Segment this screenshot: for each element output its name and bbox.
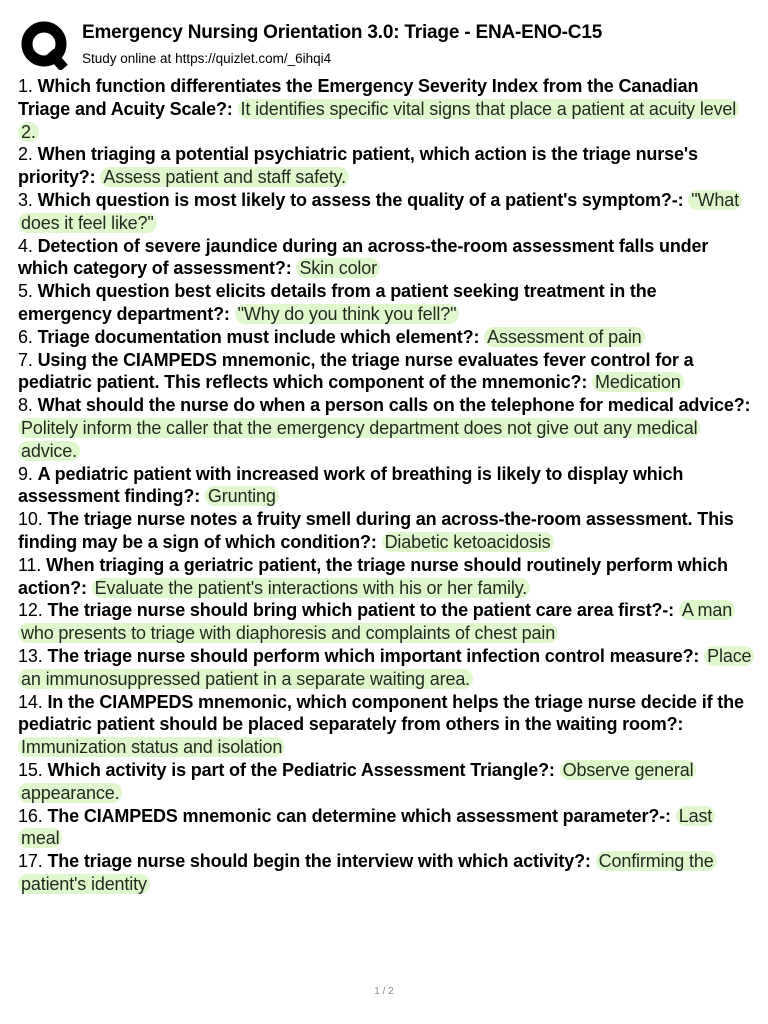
answer-text: "What does it feel like?" bbox=[18, 190, 742, 233]
answer-text: Immunization status and isolation bbox=[18, 737, 285, 757]
question-text: Which function differentiates the Emergency Severity Index from the Canadian Triage and Acuity Scale?: bbox=[18, 76, 699, 119]
answer-text: A man who presents to triage with diaphoresis and complaints of chest pain bbox=[18, 600, 735, 643]
answer-text: Observe general appearance. bbox=[18, 760, 696, 803]
item-number: 16. bbox=[18, 805, 43, 826]
qa-item bbox=[18, 463, 752, 509]
item-number: 17. bbox=[18, 851, 43, 872]
item-number: 12. bbox=[18, 600, 43, 621]
question-text: Which question best elicits details from a patient seeking treatment in the emergency department?: bbox=[18, 281, 657, 324]
item-number: 1. bbox=[18, 76, 33, 96]
question-text: When triaging a geriatric patient, the triage nurse should routinely perform which action?: bbox=[18, 554, 728, 598]
item-number: 5. bbox=[18, 281, 33, 302]
question-text: Detection of severe jaundice during an across-the-room assessment falls under which category of assessment?: bbox=[18, 235, 709, 279]
answer-text: It identifies specific vital signs that place a patient at acuity level 2. bbox=[18, 99, 739, 142]
item-number: 3. bbox=[18, 189, 33, 210]
qa-list bbox=[18, 75, 752, 896]
document-title: Emergency Nursing Orientation 3.0: Triage - ENA-ENO-C15 bbox=[82, 22, 603, 43]
qa-item bbox=[18, 280, 752, 326]
qa-item bbox=[18, 691, 752, 759]
qa-item bbox=[18, 805, 752, 851]
answer-text: Politely inform the caller that the emergency department does not give out any medical advice. bbox=[18, 418, 700, 461]
qa-item bbox=[18, 235, 752, 281]
question-text: When triaging a potential psychiatric patient, which action is the triage nurse's priority?: bbox=[18, 144, 698, 188]
question-text: The triage nurse should begin the interview with which activity?: bbox=[47, 851, 591, 872]
study-online-link[interactable]: Study online at https://quizlet.com/_6ihqi4 bbox=[82, 51, 332, 66]
answer-text: "Why do you think you fell?" bbox=[235, 304, 460, 324]
item-number: 2. bbox=[18, 144, 33, 165]
qa-item bbox=[18, 189, 752, 235]
question-text: The triage nurse notes a fruity smell during an across-the-room assessment. This finding may be a sign of which condition?: bbox=[18, 509, 734, 552]
answer-text: Diabetic ketoacidosis bbox=[382, 532, 554, 552]
item-number: 10. bbox=[18, 509, 43, 530]
item-number: 6. bbox=[18, 326, 33, 347]
page-indicator: 1 / 2 bbox=[374, 986, 394, 997]
qa-item bbox=[18, 143, 752, 189]
question-text: The CIAMPEDS mnemonic can determine which assessment parameter?-: bbox=[47, 805, 671, 826]
answer-text: Medication bbox=[592, 372, 684, 392]
qa-item bbox=[18, 850, 752, 896]
answer-text: Evaluate the patient's interactions with his or her family. bbox=[92, 578, 530, 598]
answer-text: Skin color bbox=[296, 258, 380, 278]
qa-item bbox=[18, 759, 752, 805]
question-text: Which activity is part of the Pediatric Assessment Triangle?: bbox=[47, 759, 555, 780]
qa-item bbox=[18, 645, 752, 691]
answer-text: Confirming the patient's identity bbox=[18, 851, 717, 894]
answer-text: Last meal bbox=[18, 806, 715, 849]
item-number: 9. bbox=[18, 463, 33, 484]
item-number: 15. bbox=[18, 759, 43, 780]
item-number: 4. bbox=[18, 235, 33, 256]
question-text: In the CIAMPEDS mnemonic, which component helps the triage nurse decide if the pediatric patient should be placed separately from others in the waiting room?: bbox=[18, 691, 744, 735]
question-text: Which question is most likely to assess the quality of a patient's symptom?-: bbox=[37, 189, 684, 210]
qa-item bbox=[18, 75, 752, 143]
item-number: 8. bbox=[18, 395, 33, 416]
question-text: Triage documentation must include which element?: bbox=[37, 326, 480, 347]
question-text: The triage nurse should bring which patient to the patient care area first?-: bbox=[47, 600, 674, 621]
qa-item bbox=[18, 326, 752, 349]
qa-item bbox=[18, 394, 752, 462]
qa-item bbox=[18, 599, 752, 645]
item-number: 14. bbox=[18, 691, 43, 712]
answer-text: Place an immunosuppressed patient in a separate waiting area. bbox=[18, 646, 754, 689]
quizlet-logo-icon bbox=[20, 20, 70, 70]
qa-item bbox=[18, 554, 752, 600]
question-text: The triage nurse should perform which important infection control measure?: bbox=[47, 645, 700, 666]
qa-item bbox=[18, 349, 752, 395]
question-text: What should the nurse do when a person calls on the telephone for medical advice?: bbox=[37, 395, 751, 416]
item-number: 7. bbox=[18, 349, 33, 370]
qa-item bbox=[18, 508, 752, 554]
item-number: 13. bbox=[18, 645, 43, 666]
question-text: Using the CIAMPEDS mnemonic, the triage nurse evaluates fever control for a pediatric patient. This reflects which component of the mnemonic?: bbox=[18, 349, 694, 393]
answer-text: Grunting bbox=[205, 486, 279, 506]
item-number: 11. bbox=[18, 554, 42, 575]
question-text: A pediatric patient with increased work of breathing is likely to display which assessment finding?: bbox=[18, 463, 684, 507]
answer-text: Assess patient and staff safety. bbox=[100, 167, 349, 187]
answer-text: Assessment of pain bbox=[484, 327, 644, 347]
